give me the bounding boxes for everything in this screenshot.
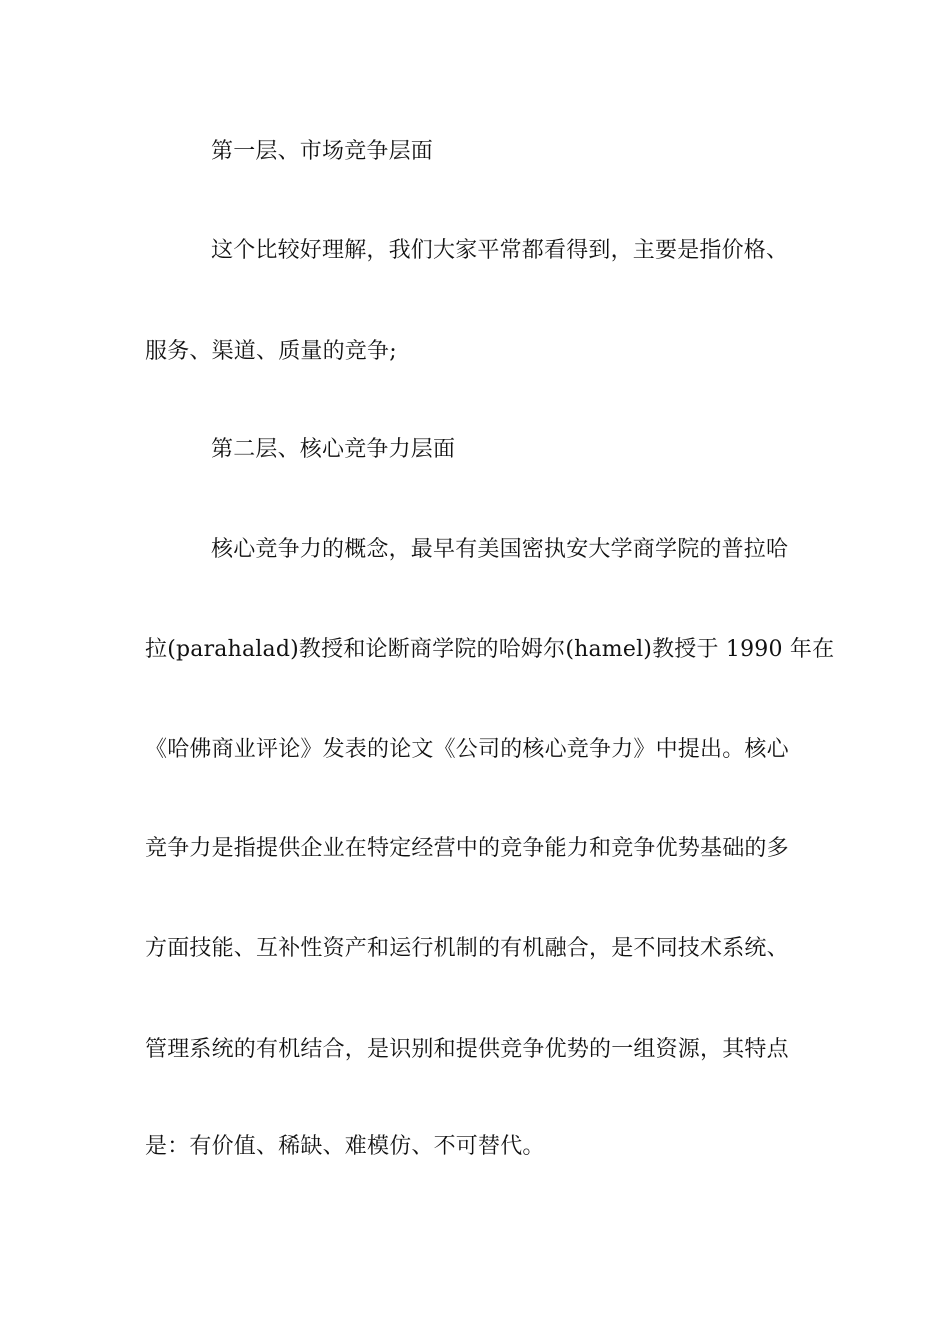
heading-core-competence: 第二层、核心竞争力层面 [211,437,456,462]
paragraph-line: 这个比较好理解，我们大家平常都看得到，主要是指价格、 [211,238,789,263]
paragraph-line: 《哈佛商业评论》发表的论文《公司的核心竞争力》中提出。核心 [145,737,789,762]
paragraph-line: 拉(parahalad)教授和论断商学院的哈姆尔(hamel)教授于 1990 年在 [145,637,835,662]
paragraph-line: 方面技能、互补性资产和运行机制的有机融合，是不同技术系统、 [145,936,789,961]
heading-market-competition: 第一层、市场竞争层面 [211,139,434,164]
paragraph-line: 管理系统的有机结合，是识别和提供竞争优势的一组资源，其特点 [145,1037,789,1062]
paragraph-line: 核心竞争力的概念，最早有美国密执安大学商学院的普拉哈 [211,537,789,562]
paragraph-line: 服务、渠道、质量的竞争; [145,339,397,364]
paragraph-line: 是：有价值、稀缺、难模仿、不可替代。 [145,1134,545,1159]
paragraph-line: 竞争力是指提供企业在特定经营中的竞争能力和竞争优势基础的多 [145,836,789,861]
